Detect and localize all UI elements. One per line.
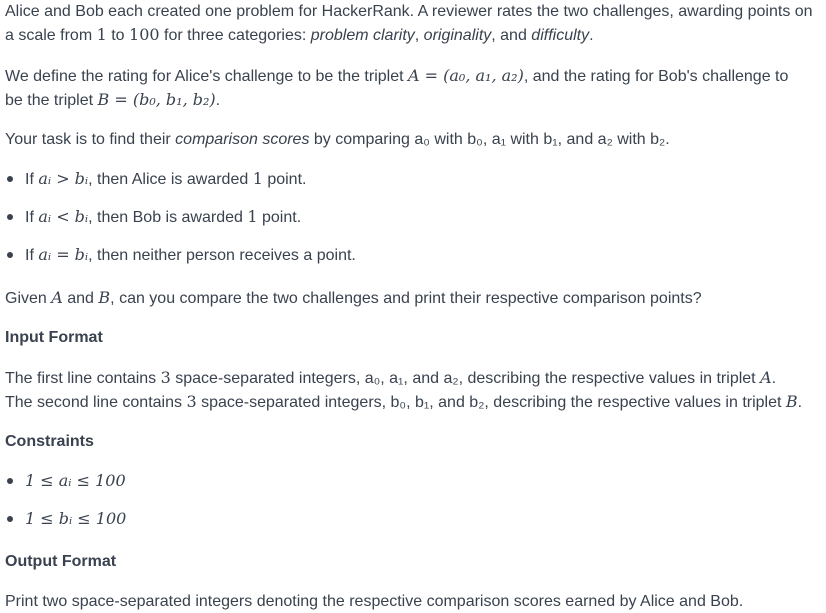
intro-text-2a: a scale from [5, 27, 97, 44]
rule-condition: aᵢ < bᵢ [38, 207, 89, 226]
rule-text: If [25, 171, 39, 188]
rule-text: point. [262, 171, 307, 188]
bullet-icon [7, 214, 13, 220]
input-count: 3 [160, 368, 171, 387]
rule-condition: aᵢ > bᵢ [38, 169, 89, 188]
question-text-c: , can you compare the two challenges and print their respective comparison points? [110, 290, 702, 307]
input-text: space-separated integers, b₀, b₁, and b₂, describing the respective values in triplet [196, 394, 786, 411]
definition-line-1 [5, 65, 788, 88]
output-format-heading: Output Format [5, 553, 117, 570]
question-text-b: and [62, 290, 99, 307]
bullet-icon [7, 176, 13, 182]
intro-text-2b: to [106, 27, 130, 44]
bullet-icon [7, 252, 13, 258]
period: . [797, 394, 803, 411]
var-b: B [785, 392, 798, 411]
input-text: The second line contains [5, 394, 187, 411]
bullet-icon [7, 516, 13, 522]
category-clarity: problem clarity [310, 27, 415, 44]
task-line [5, 129, 670, 151]
var-b: B [98, 288, 111, 307]
rule-item-alice [5, 168, 306, 191]
input-count: 3 [186, 392, 197, 411]
rule-text: If [25, 247, 39, 264]
constraint-item-b [5, 508, 126, 531]
intro-line-2 [5, 24, 594, 47]
definition-text-2a: be the triplet [5, 92, 98, 109]
definition-text-2b: . [215, 92, 221, 109]
scale-max: 100 [129, 25, 160, 44]
triplet-b: B = (b₀, b₁, b₂) [97, 90, 216, 109]
rule-text: If [25, 209, 39, 226]
period: . [589, 27, 594, 44]
rule-text: , then neither person receives a point. [88, 247, 356, 264]
rule-text: point. [257, 209, 302, 226]
question-text-a: Given [5, 290, 52, 307]
task-text-a: Your task is to find their [5, 131, 176, 148]
input-text: space-separated integers, a₀, a₁, and a₂, describing the respective values in triplet [170, 370, 761, 387]
constraint-text: 1 ≤ bᵢ ≤ 100 [25, 509, 127, 528]
category-difficulty: difficulty [531, 27, 590, 44]
task-text-b: by comparing a₀ with b₀, a₁ with b₁, and a₂ with b₂. [309, 131, 670, 148]
constraint-item-a [5, 470, 126, 493]
definition-line-2 [5, 89, 220, 112]
definition-text-1a: We define the rating for Alice's challenge to be the triplet [5, 68, 408, 85]
rule-item-tie [5, 244, 356, 267]
period: . [771, 370, 777, 387]
rule-condition: aᵢ = bᵢ [38, 245, 89, 264]
var-a: A [51, 288, 63, 307]
input-text: The first line contains [5, 370, 161, 387]
rule-points: 1 [252, 169, 263, 188]
intro-text-1: Alice and Bob each created one problem for HackerRank. A reviewer rates the two challenges, awarding points on [5, 3, 813, 20]
input-format-line-2 [5, 391, 802, 414]
bullet-icon [7, 478, 13, 484]
definition-text-1b: , and the rating for Bob's challenge to [523, 68, 789, 85]
var-a: A [760, 368, 772, 387]
scale-min: 1 [96, 25, 107, 44]
question-line [5, 287, 702, 310]
constraints-heading: Constraints [5, 433, 94, 450]
comma: , [414, 27, 424, 44]
input-format-line-1 [5, 367, 776, 390]
rule-item-bob [5, 206, 301, 229]
constraint-text: 1 ≤ aᵢ ≤ 100 [25, 471, 126, 490]
intro-text-2c: for three categories: [159, 27, 311, 44]
comparison-scores-term: comparison scores [175, 131, 310, 148]
input-format-heading: Input Format [5, 329, 103, 346]
and-text: , and [491, 27, 532, 44]
rule-points: 1 [247, 207, 258, 226]
rule-text: , then Bob is awarded [88, 209, 248, 226]
intro-line-1 [5, 1, 813, 23]
triplet-a: A = (a₀, a₁, a₂) [408, 66, 524, 85]
rule-text: , then Alice is awarded [88, 171, 253, 188]
output-format-text: Print two space-separated integers denoting the respective comparison scores earned by Alice and Bob. [5, 593, 744, 610]
category-originality: originality [423, 27, 492, 44]
